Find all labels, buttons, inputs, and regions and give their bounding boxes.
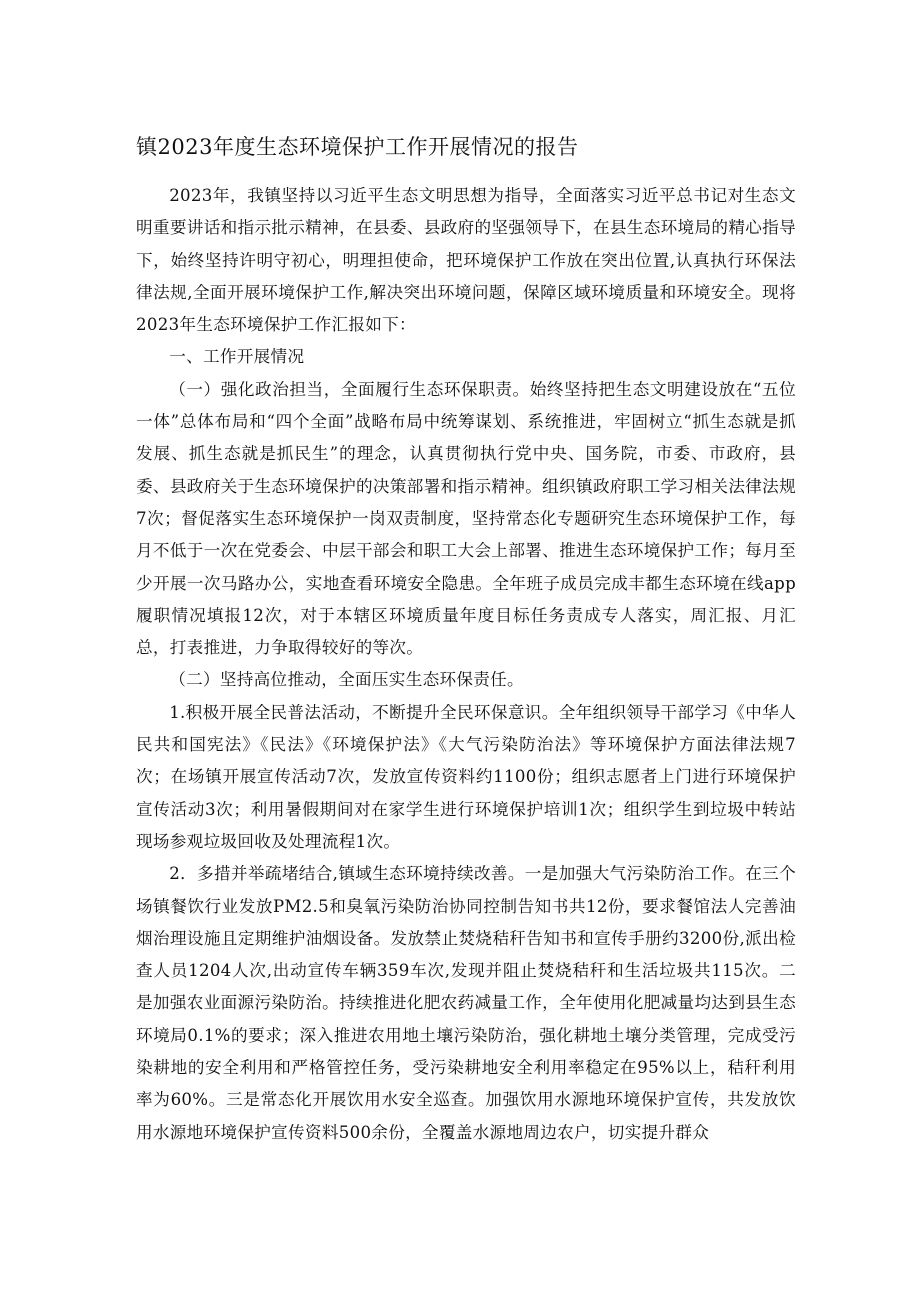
document-body	[136, 180, 796, 1149]
intro-paragraph: 2023年，我镇坚持以习近平生态文明思想为指导，全面落实习近平总书记对生态文明重要讲话和指示批示精神，在县委、县政府的坚强领导下，在县生态环境局的精心指导下，始终坚持许明守初心，明理担使命，把环境保护工作放在突出位置,认真执行环保法律法规,全面开展环境保护工作,解决突出环境问题，保障区域环境质量和环境安全。现将2023年生态环境保护工作汇报如下：	[136, 186, 796, 335]
item-2-paragraph: 2．多措并举疏堵结合,镇域生态环境持续改善。一是加强大气污染防治工作。在三个场镇餐饮行业发放PM2.5和臭氧污染防治协同控制告知书共12份，要求餐馆法人完善油烟治理设施且定期维护油烟设备。发放禁止焚烧秸秆告知书和宣传手册约3200份,派出检查人员1204人次,出动宣传车辆359车次,发现并阻止焚烧秸秆和生活垃圾共115次。二是加强农业面源污染防治。持续推进化肥农药减量工作，全年使用化肥减量均达到县生态环境局0.1%的要求；深入推进农用地土壤污染防治，强化耕地土壤分类管理，完成受污染耕地的安全利用和严格管控任务，受污染耕地安全利用率稳定在95%以上，秸秆利用率为60%。三是常态化开展饮用水安全巡查。加强饮用水源地环境保护宣传，共发放饮用水源地环境保护宣传资料500余份，全覆盖水源地周边农户，切实提升群众	[136, 864, 796, 1142]
item-1-paragraph: 1.积极开展全民普法活动，不断提升全民环保意识。全年组织领导干部学习《中华人民共和国宪法》《民法》《环境保护法》《大气污染防治法》等环境保护方面法律法规7次；在场镇开展宣传活动7次，发放宣传资料约1100份；组织志愿者上门进行环境保护宣传活动3次；利用暑假期间对在家学生进行环境保护培训1次；组织学生到垃圾中转站现场参观垃圾回收及处理流程1次。	[136, 702, 796, 851]
document-title: 镇2023年度生态环境保护工作开展情况的报告	[136, 135, 579, 159]
section-heading-work-status: 一、工作开展情况	[169, 347, 305, 367]
subsection-2-heading: （二）坚持高位推动，全面压实生态环保责任。	[169, 670, 524, 690]
subsection-1-paragraph: （一）强化政治担当，全面履行生态环保职责。始终坚持把生态文明建设放在“五位一体”总体布局和“四个全面”战略布局中统筹谋划、系统推进，牢固树立“抓生态就是抓发展、抓生态就是抓民生”的理念，认真贯彻执行党中央、国务院，市委、市政府，县委、县政府关于生态环境保护的决策部署和指示精神。组织镇政府职工学习相关法律法规7次；督促落实生态环境保护一岗双责制度，坚持常态化专题研究生态环境保护工作，每月不低于一次在党委会、中层干部会和职工大会上部署、推进生态环境保护工作；每月至少开展一次马路办公，实地查看环境安全隐患。全年班子成员完成丰都生态环境在线app履职情况填报12次，对于本辖区环境质量年度目标任务责成专人落实，周汇报、月汇总，打表推进，力争取得较好的等次。	[136, 379, 796, 658]
